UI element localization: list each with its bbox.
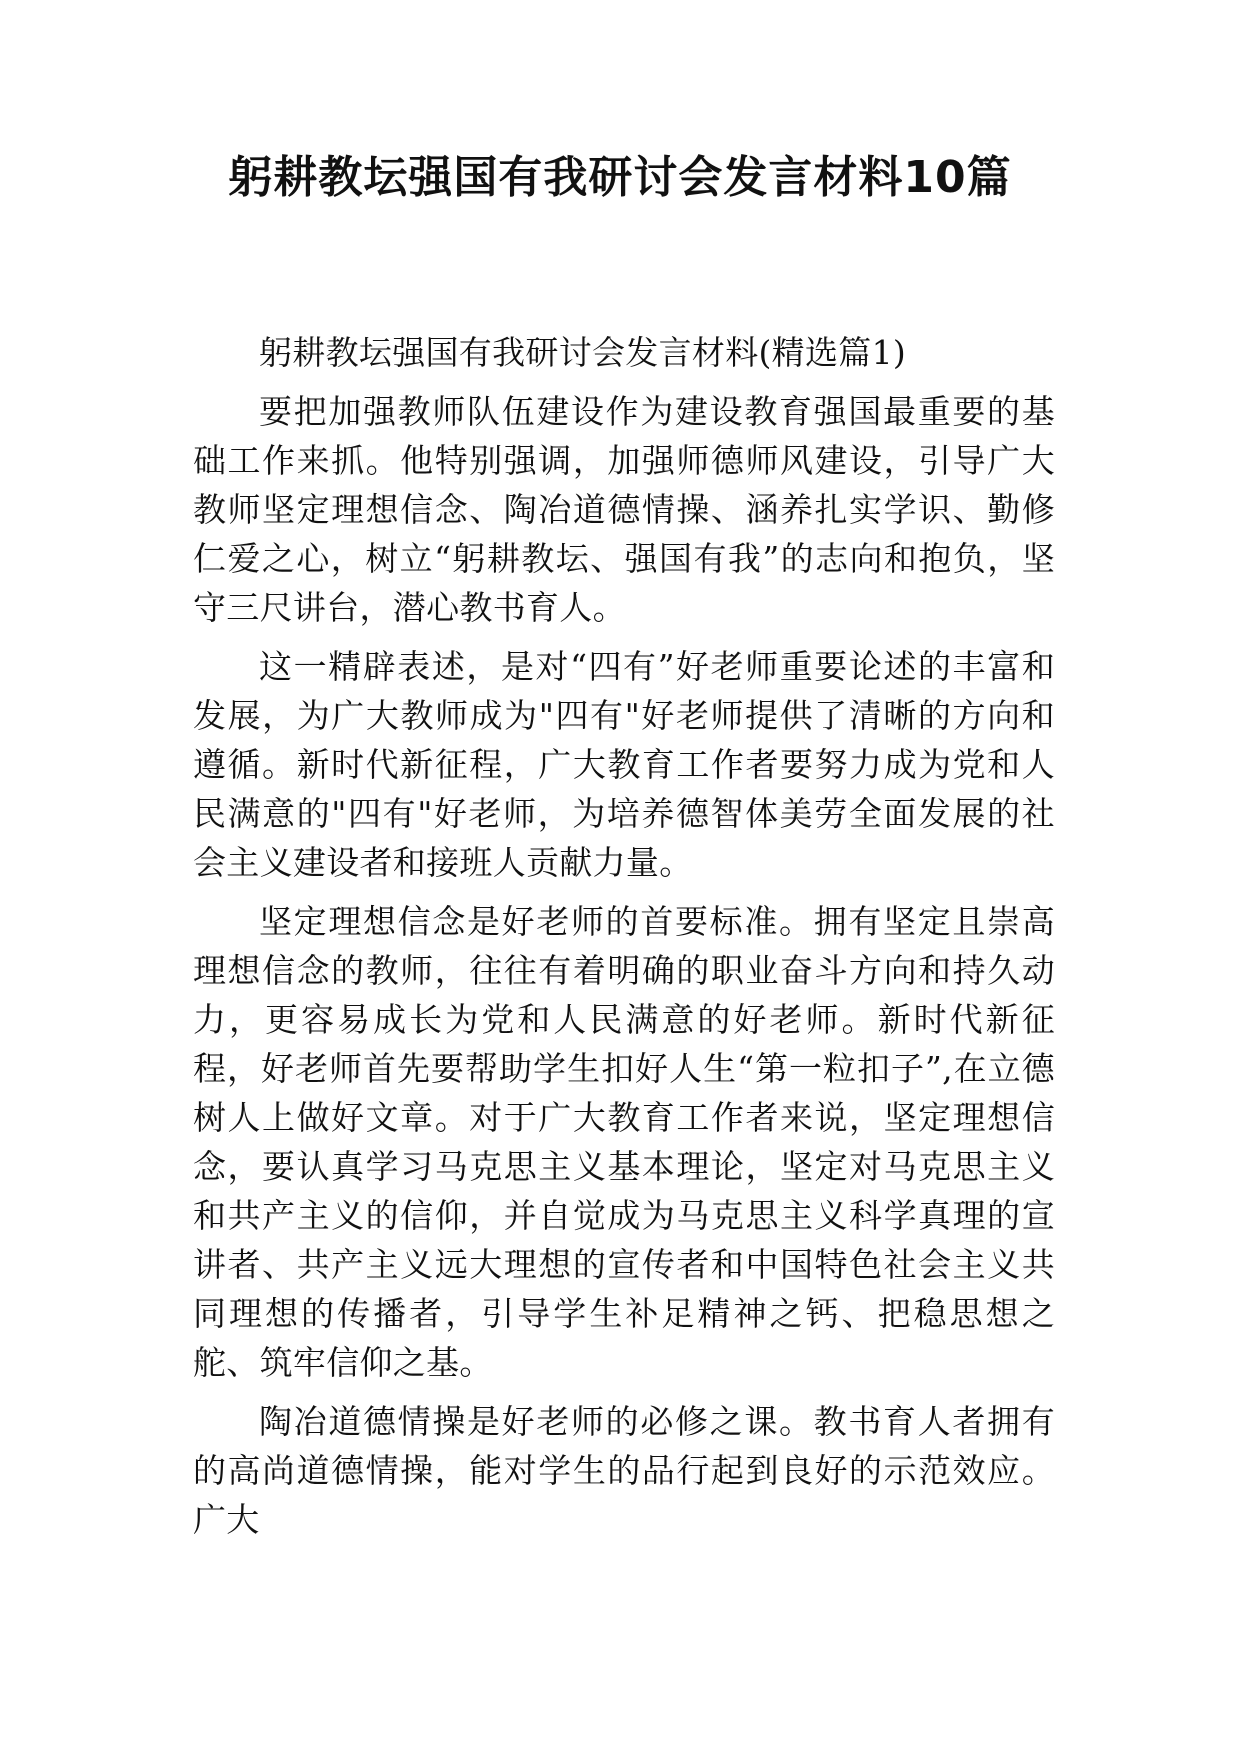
- paragraph-1: 要把加强教师队伍建设作为建设教育强国最重要的基础工作来抓。他特别强调，加强师德师风建设，引导广大教师坚定理想信念、陶冶道德情操、涵养扎实学识、勤修仁爱之心，树立“躬耕教坛、强国有我”的志向和抱负，坚守三尺讲台，潜心教书育人。: [193, 392, 1055, 627]
- paragraph-2: 这一精辟表述，是对“四有”好老师重要论述的丰富和发展，为广大教师成为"四有"好老师提供了清晰的方向和遵循。新时代新征程，广大教育工作者要努力成为党和人民满意的"四有"好老师，为培养德智体美劳全面发展的社会主义建设者和接班人贡献力量。: [193, 647, 1055, 882]
- paragraph-3: 坚定理想信念是好老师的首要标准。拥有坚定且崇高理想信念的教师，往往有着明确的职业奋斗方向和持久动力，更容易成长为党和人民满意的好老师。新时代新征程，好老师首先要帮助学生扣好人生“第一粒扣子”,在立德树人上做好文章。对于广大教育工作者来说，坚定理想信念，要认真学习马克思主义基本理论，坚定对马克思主义和共产主义的信仰，并自觉成为马克思主义科学真理的宣讲者、共产主义远大理想的宣传者和中国特色社会主义共同理想的传播者，引导学生补足精神之钙、把稳思想之舵、筑牢信仰之基。: [193, 902, 1055, 1382]
- paragraph-4: 陶冶道德情操是好老师的必修之课。教书育人者拥有的高尚道德情操，能对学生的品行起到良好的示范效应。广大: [193, 1402, 1055, 1539]
- document-title: 躬耕教坛强国有我研讨会发言材料10篇: [228, 152, 1012, 203]
- document-body: [193, 328, 1055, 1554]
- section-heading: 躬耕教坛强国有我研讨会发言材料(精选篇1): [259, 333, 907, 372]
